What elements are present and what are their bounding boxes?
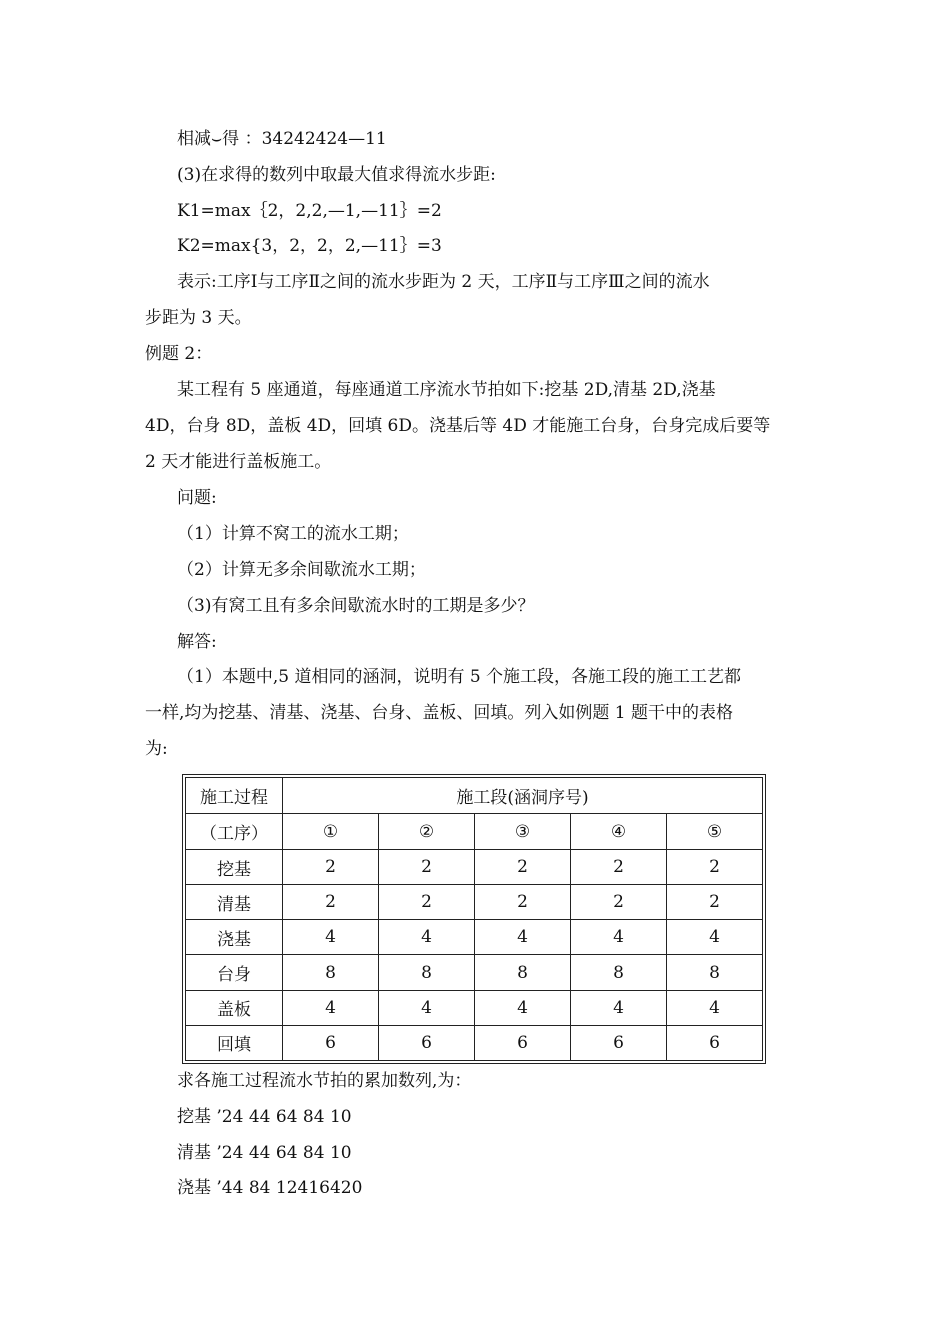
table-cell: 4 [475, 920, 571, 955]
table-cell: 2 [379, 885, 475, 920]
text-line: 浇基 ’44 84 12416420 [177, 1178, 363, 1198]
table-header-row [186, 778, 763, 814]
table-cell: 6 [283, 1025, 379, 1060]
table-cell: 2 [667, 885, 763, 920]
row-label: 台身 [186, 955, 283, 990]
text-line: 一样,均为挖基、清基、浇基、台身、盖板、回填。列入如例题 1 题干中的表格 [145, 703, 734, 723]
text-line: 表示:工序Ⅰ与工序Ⅱ之间的流水步距为 2 天，工序Ⅱ与工序Ⅲ之间的流水 [177, 272, 710, 292]
text-line: 挖基 ’24 44 64 84 10 [177, 1107, 352, 1127]
process-table [185, 777, 763, 1061]
table-cell: 8 [667, 955, 763, 990]
table-cell: 4 [379, 920, 475, 955]
text-line: 解答: [177, 632, 217, 652]
corner-bottom-cell: （工序） [186, 814, 283, 850]
column-header: ① [283, 814, 379, 850]
text-line: 4D，台身 8D，盖板 4D，回填 6D。浇基后等 4D 才能施工台身，台身完成后要等 [145, 416, 771, 436]
row-label: 清基 [186, 885, 283, 920]
text-line: (3)在求得的数列中取最大值求得流水步距: [177, 165, 496, 185]
text-line: 问题: [177, 488, 217, 508]
text-line: （2）计算无多余间歇流水工期； [177, 560, 426, 580]
table-cell: 4 [283, 920, 379, 955]
text-line: 求各施工过程流水节拍的累加数列,为： [177, 1071, 472, 1091]
table-cell: 6 [571, 1025, 667, 1060]
row-label: 盖板 [186, 990, 283, 1025]
table-cell: 8 [475, 955, 571, 990]
table-cell: 2 [283, 850, 379, 885]
text-line: 2 天才能进行盖板施工。 [145, 452, 332, 472]
table-cell: 4 [667, 990, 763, 1025]
column-header: ③ [475, 814, 571, 850]
text-line: K1=max｛2，2,2,—1,—11｝=2 [177, 201, 442, 221]
column-header: ② [379, 814, 475, 850]
table-row [186, 885, 763, 920]
table-row [186, 990, 763, 1025]
group-header-cell: 施工段(涵洞序号) [283, 778, 763, 814]
table-cell: 2 [667, 850, 763, 885]
section-heading: 例题 2： [145, 344, 213, 364]
table-row [186, 955, 763, 990]
column-header: ④ [571, 814, 667, 850]
table-cell: 6 [475, 1025, 571, 1060]
text-line: K2=max{3，2，2，2,—11｝=3 [177, 236, 442, 256]
table-cell: 8 [283, 955, 379, 990]
table-row [186, 920, 763, 955]
table-cell: 6 [379, 1025, 475, 1060]
table-cell: 4 [283, 990, 379, 1025]
table-row [186, 1025, 763, 1060]
corner-top-cell: 施工过程 [186, 778, 283, 814]
text-line: （1）本题中,5 道相同的涵洞，说明有 5 个施工段，各施工段的施工工艺都 [177, 667, 742, 687]
text-line: （3)有窝工且有多余间歇流水时的工期是多少？ [177, 596, 535, 616]
table-cell: 2 [283, 885, 379, 920]
table-cell: 4 [667, 920, 763, 955]
table-cell: 4 [475, 990, 571, 1025]
table-cell: 2 [475, 850, 571, 885]
table-cell: 6 [667, 1025, 763, 1060]
text-line: 相减⌣得 ：34242424—11 [177, 129, 387, 149]
table-cell: 4 [571, 920, 667, 955]
text-line: 某工程有 5 座通道，每座通道工序流水节拍如下:挖基 2D,清基 2D,浇基 [177, 380, 716, 400]
row-label: 浇基 [186, 920, 283, 955]
text-line: 步距为 3 天。 [145, 308, 252, 328]
text-line: 为: [145, 739, 168, 759]
table-cell: 2 [475, 885, 571, 920]
text-line: （1）计算不窝工的流水工期； [177, 524, 409, 544]
table-cell: 4 [571, 990, 667, 1025]
text-line: 清基 ’24 44 64 84 10 [177, 1143, 352, 1163]
table-cell: 4 [379, 990, 475, 1025]
table-cell: 2 [571, 885, 667, 920]
table-cell: 2 [571, 850, 667, 885]
row-label: 挖基 [186, 850, 283, 885]
table-cell: 2 [379, 850, 475, 885]
row-label: 回填 [186, 1025, 283, 1060]
table-subheader-row [186, 814, 763, 850]
table-cell: 8 [379, 955, 475, 990]
process-table-frame [182, 774, 766, 1064]
table-row [186, 850, 763, 885]
table-cell: 8 [571, 955, 667, 990]
column-header: ⑤ [667, 814, 763, 850]
